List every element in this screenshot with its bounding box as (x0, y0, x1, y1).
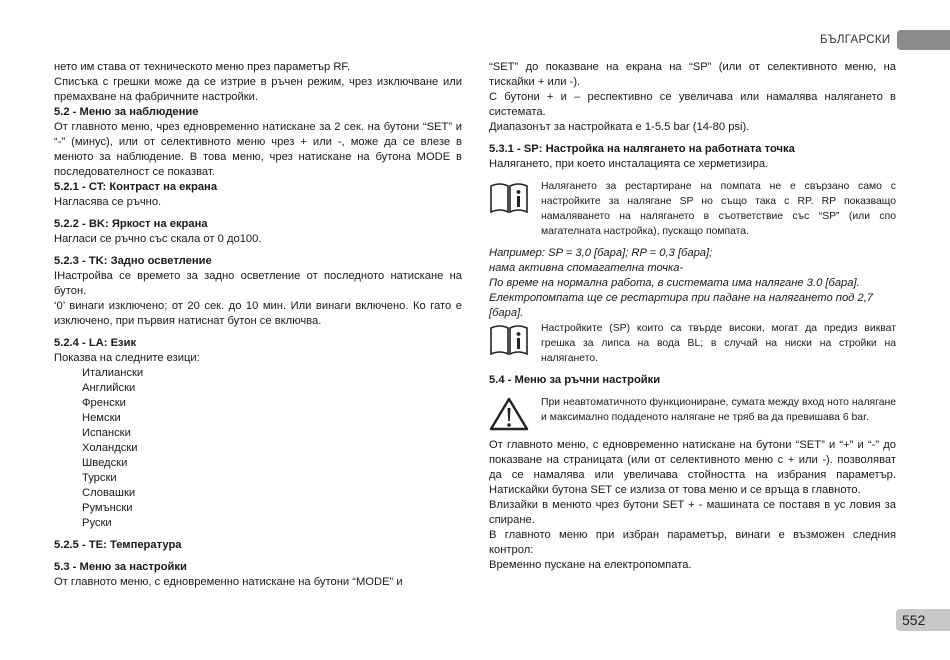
paragraph: нето им става от техническото меню през параметър RF. (54, 61, 351, 73)
language-tab (897, 30, 950, 50)
section-heading-5-4: 5.4 - Меню за ръчни настройки (489, 374, 661, 386)
paragraph: Нагласява се ръчно. (54, 196, 162, 208)
paragraph: Влизайки в менюто чрез бутони SET + - машината се поставя в ус ловия за спиране. (489, 499, 896, 526)
paragraph: Налягането, при което инсталацията се херметизира. (489, 158, 769, 170)
language-label: БЪЛГАРСКИ (820, 34, 891, 46)
paragraph: От главното меню, с едновременно натискане на бутони “MODE” и (54, 576, 403, 588)
section-heading-5-3: 5.3 - Меню за настройки (54, 561, 187, 573)
paragraph: С бутони + и – респективно се увеличава или намалява налягането в системата. (489, 91, 896, 118)
section-heading-5-2-1: 5.2.1 - CT: Контраст на екрана (54, 181, 218, 193)
section-heading-5-2-3: 5.2.3 - TK: Задно осветление (54, 255, 212, 267)
paragraph: Показва на следните езици: (54, 352, 200, 364)
language-list-item: Турски (82, 472, 117, 484)
paragraph: Временно пускане на електропомпата. (489, 559, 692, 571)
language-list-item: Холандски (82, 442, 138, 454)
language-list-item: Словашки (82, 487, 136, 499)
paragraph: Списъкa с грешки може да се изтрие в ръчен режим, чрез изключване или премахване на фабричните настройки. (54, 76, 462, 103)
example-line: Например: SP = 3,0 [бара]; RP = 0,3 [бара]; (489, 247, 713, 259)
note-text: Настройките (SP) които са твърде високи, могат да предиз викват грешка за липса на вода BL; в случай на ниски на стройки на налягането. (541, 323, 896, 364)
language-list-item: Френски (82, 397, 126, 409)
warning-text: При неавтоматичното функциониране, сумата между вход ното налягане и максимално подаденото налягане не тряб ва да превишава 6 bar. (541, 397, 896, 423)
paragraph: В главното меню при избран параметър, винаги е възможен следния контрол: (489, 529, 896, 556)
manual-info-icon (489, 181, 529, 215)
language-list-item: Шведски (82, 457, 128, 469)
section-heading-5-3-1: 5.3.1 - SP: Настройка на налягането на работната точка (489, 143, 795, 155)
language-list-item: Италиански (82, 367, 144, 379)
language-list-item: Немски (82, 412, 121, 424)
info-note (489, 179, 896, 239)
paragraph: Диапазонът за настройката е 1-5.5 bar (14-80 psi). (489, 121, 750, 133)
left-column (54, 60, 462, 590)
example-line: нама активна спомагателна точка- (489, 262, 684, 274)
warning-note (489, 395, 896, 431)
paragraph: Нагласи се ръчно със скала от 0 до100. (54, 233, 262, 245)
warning-triangle-icon (489, 397, 529, 431)
paragraph: От главното меню, с едновременно натискане на бутони “SET” и “+” и “-” до показване на страницата (или от селективното меню с + или -). позволяват да се намалява или увеличава стойността на избрания параметър. Натискайки бутона SET се излиза от това меню и се връща в главното. (489, 439, 896, 496)
example-line: Електропомпата ще се рестартира при падане на налягането под 2,7 [бара]. (489, 292, 874, 319)
language-list-item: Румънски (82, 502, 133, 514)
info-note (489, 321, 896, 366)
manual-info-icon (489, 323, 529, 357)
language-list-item: Руски (82, 517, 112, 529)
example-line: По време на нормална работа, в системата има налягане 3.0 [бара]. (489, 277, 860, 289)
paragraph: ‘0’ винаги изключено; от 20 сек. до 10 мин. Или винаги включено. Ко гато е изключено, при първия натиснат бутон се включва. (54, 300, 462, 327)
section-heading-5-2-5: 5.2.5 - TE: Температура (54, 539, 182, 551)
section-heading-5-2: 5.2 - Меню за наблюдение (54, 106, 199, 118)
page-number: 552 (902, 612, 926, 628)
paragraph: IНастройва се времето за задно осветление от последното натискане на бутон. (54, 270, 462, 297)
note-text: Налягането за рестартиране на помпата не е свързано само с настройките за налягане SP но също така с RP. RP показващо намаляването на налягането в съответствие със “SP” (или спо магателната настройка), пускащо помпата. (541, 181, 896, 237)
right-column (489, 60, 896, 573)
language-list-item: Испански (82, 427, 131, 439)
paragraph: “SET” до показване на екрана на “SP” (или от селективното меню, на тискайки + или -). (489, 61, 896, 88)
section-heading-5-2-2: 5.2.2 - BK: Яркост на екрана (54, 218, 208, 230)
section-heading-5-2-4: 5.2.4 - LA: Език (54, 337, 137, 349)
language-list-item: Английски (82, 382, 136, 394)
paragraph: От главното меню, чрез едновременно натискане за 2 сек. на бутони “SET” и “-” (минус), или от селективното меню чрез + или -, може да се влезе в менюто за наблюдение. В това меню, чрез натискане на бутона MODE в последователност се показват. (54, 121, 462, 178)
